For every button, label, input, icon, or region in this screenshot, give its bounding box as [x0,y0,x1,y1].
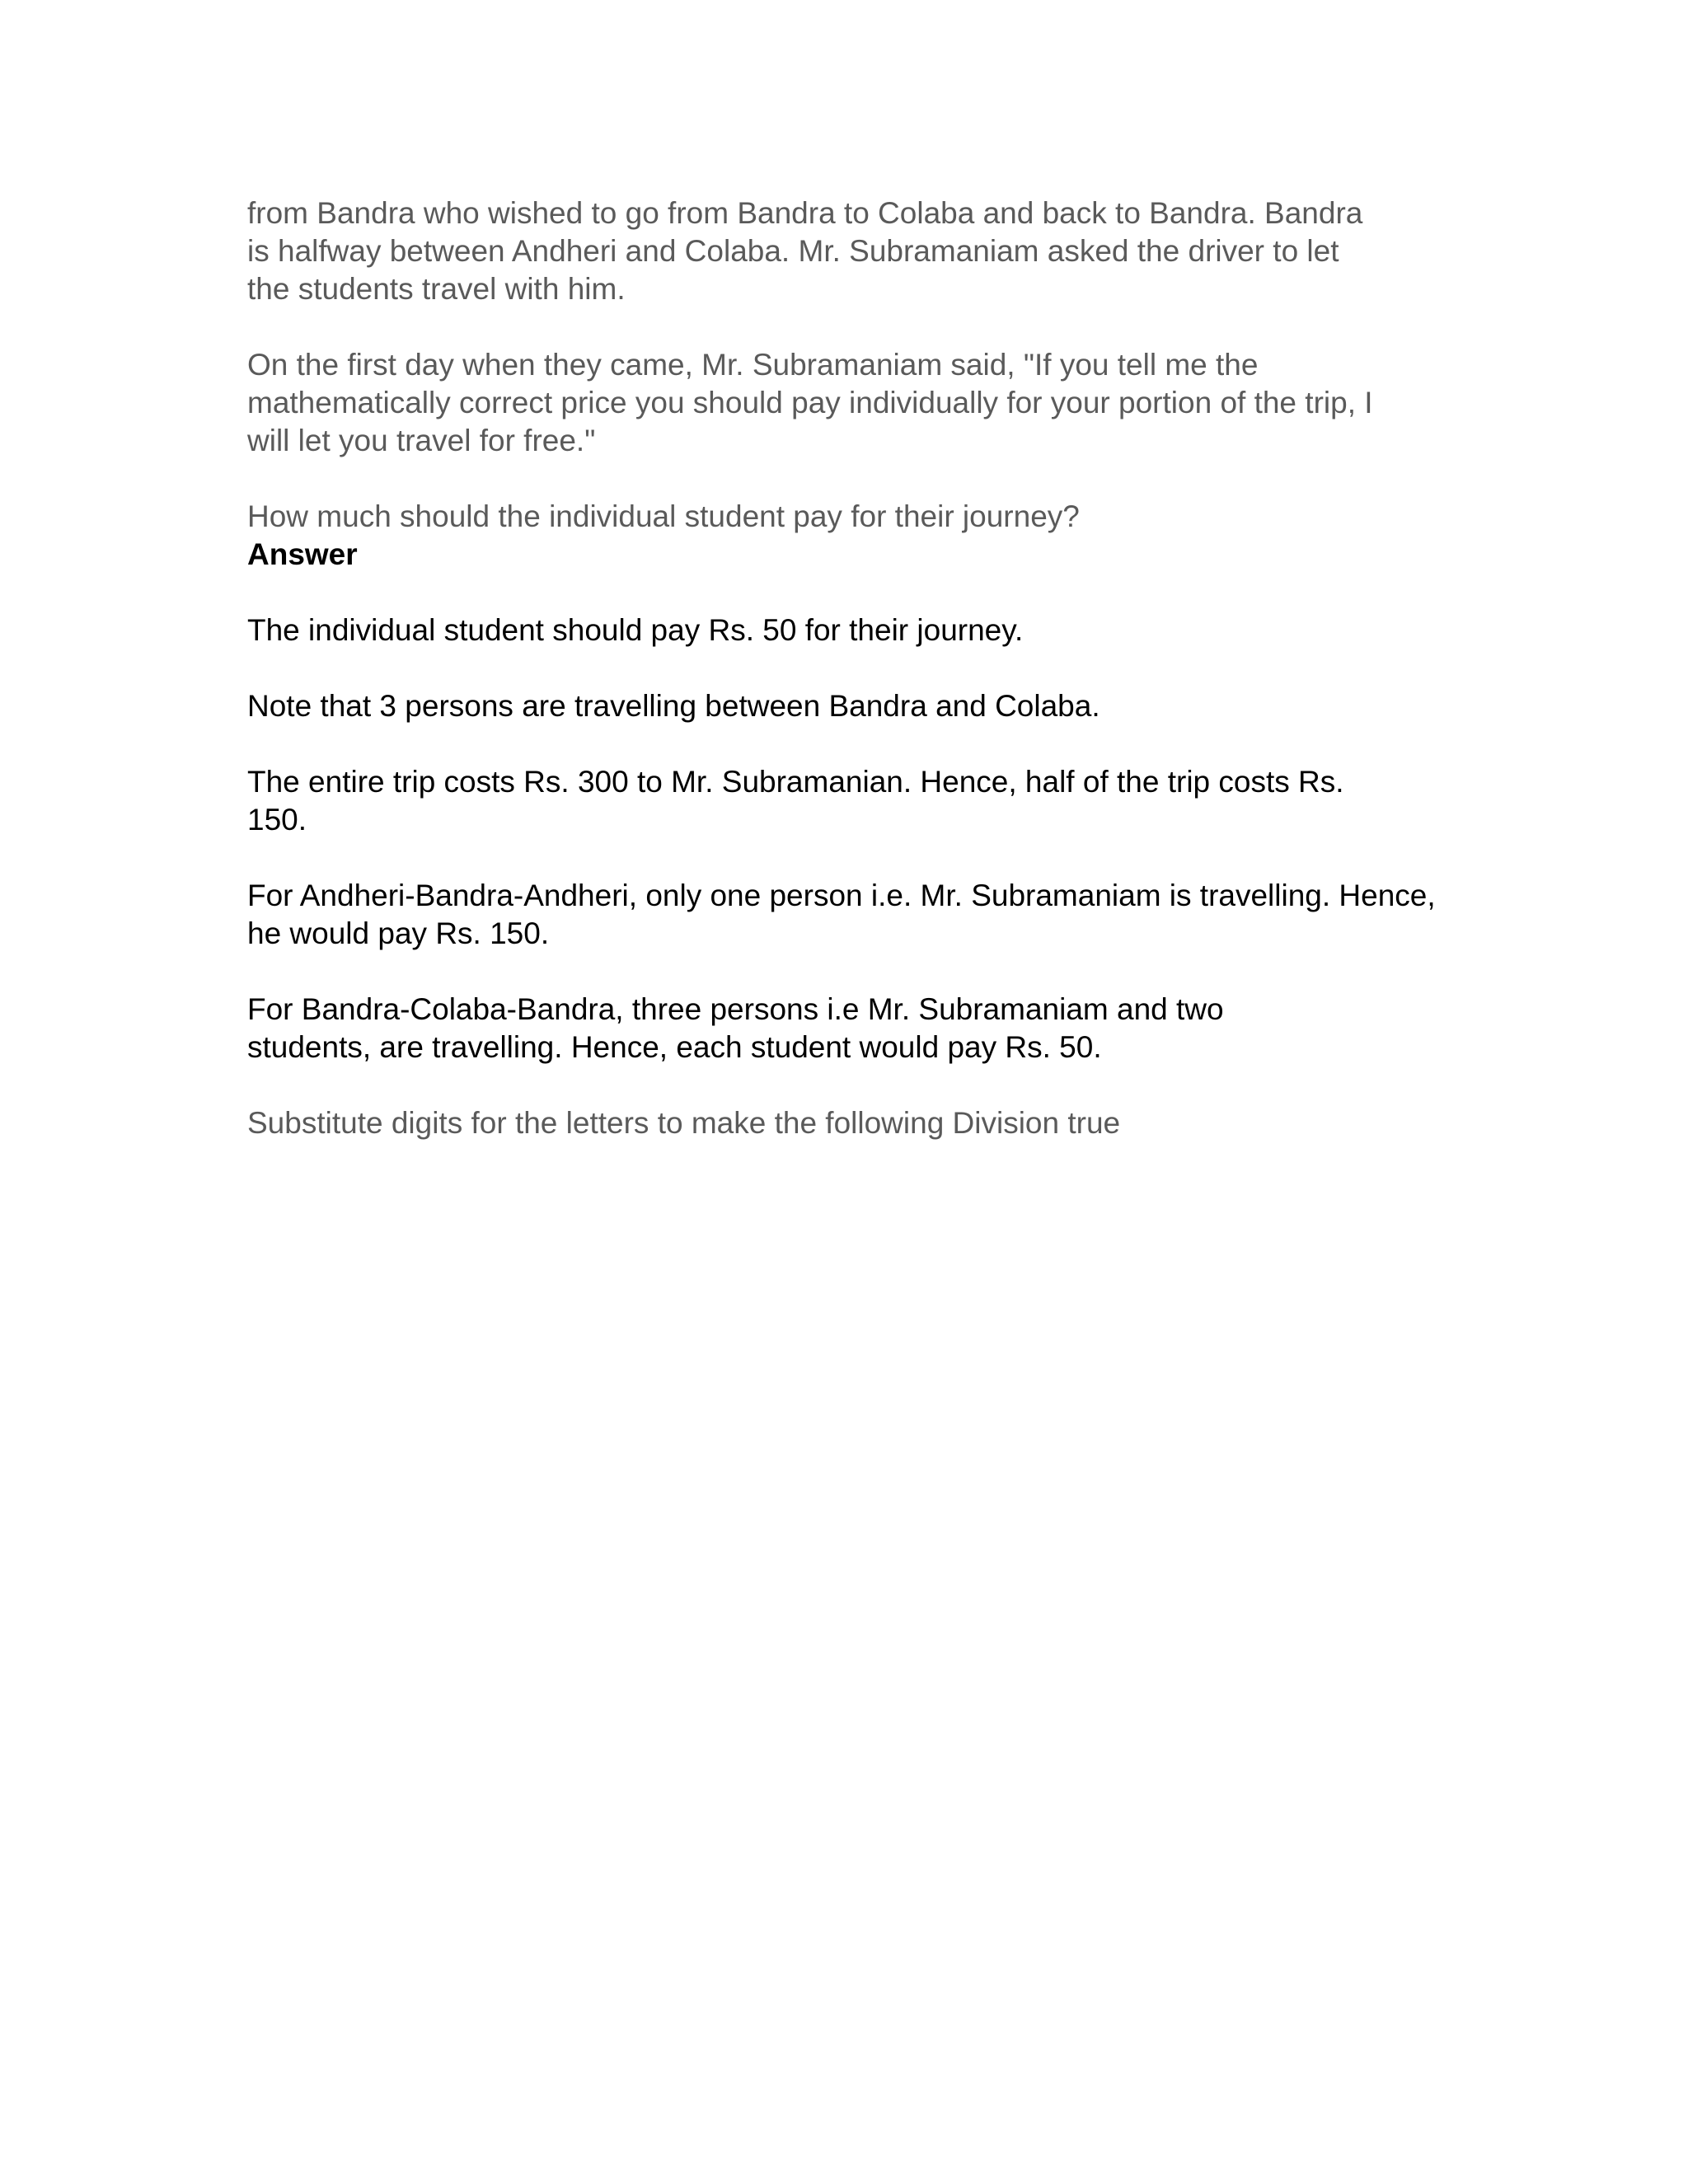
page-content [247,194,1451,1142]
answer-paragraph-andheri-leg: For Andheri-Bandra-Andheri, only one person i.e. Mr. Subramaniam is travelling. Hence, he would pay Rs. 150. [247,879,1436,950]
question-prompt: How much should the individual student pay for their journey? [247,499,1080,533]
answer-paragraph-result: The individual student should pay Rs. 50 for their journey. [247,613,1024,647]
answer-paragraph-trip-cost: The entire trip costs Rs. 300 to Mr. Subramanian. Hence, half of the trip costs Rs. 150. [247,765,1344,837]
answer-paragraph-colaba-leg: For Bandra-Colaba-Bandra, three persons i.e Mr. Subramaniam and two students, are travelling. Hence, each student would pay Rs. 50. [247,992,1224,1064]
question-offer-paragraph: On the first day when they came, Mr. Subramaniam said, "If you tell me the mathematically correct price you should pay individually for your portion of the trip, I will let you travel for free." [247,348,1373,457]
answer-paragraph-persons: Note that 3 persons are travelling between Bandra and Colaba. [247,689,1100,723]
next-question-prompt: Substitute digits for the letters to make the following Division true [247,1106,1121,1140]
question-intro-paragraph: from Bandra who wished to go from Bandra to Colaba and back to Bandra. Bandra is halfway between Andheri and Colaba. Mr. Subramaniam asked the driver to let the students travel with him. [247,196,1363,306]
answer-heading: Answer [247,537,358,571]
